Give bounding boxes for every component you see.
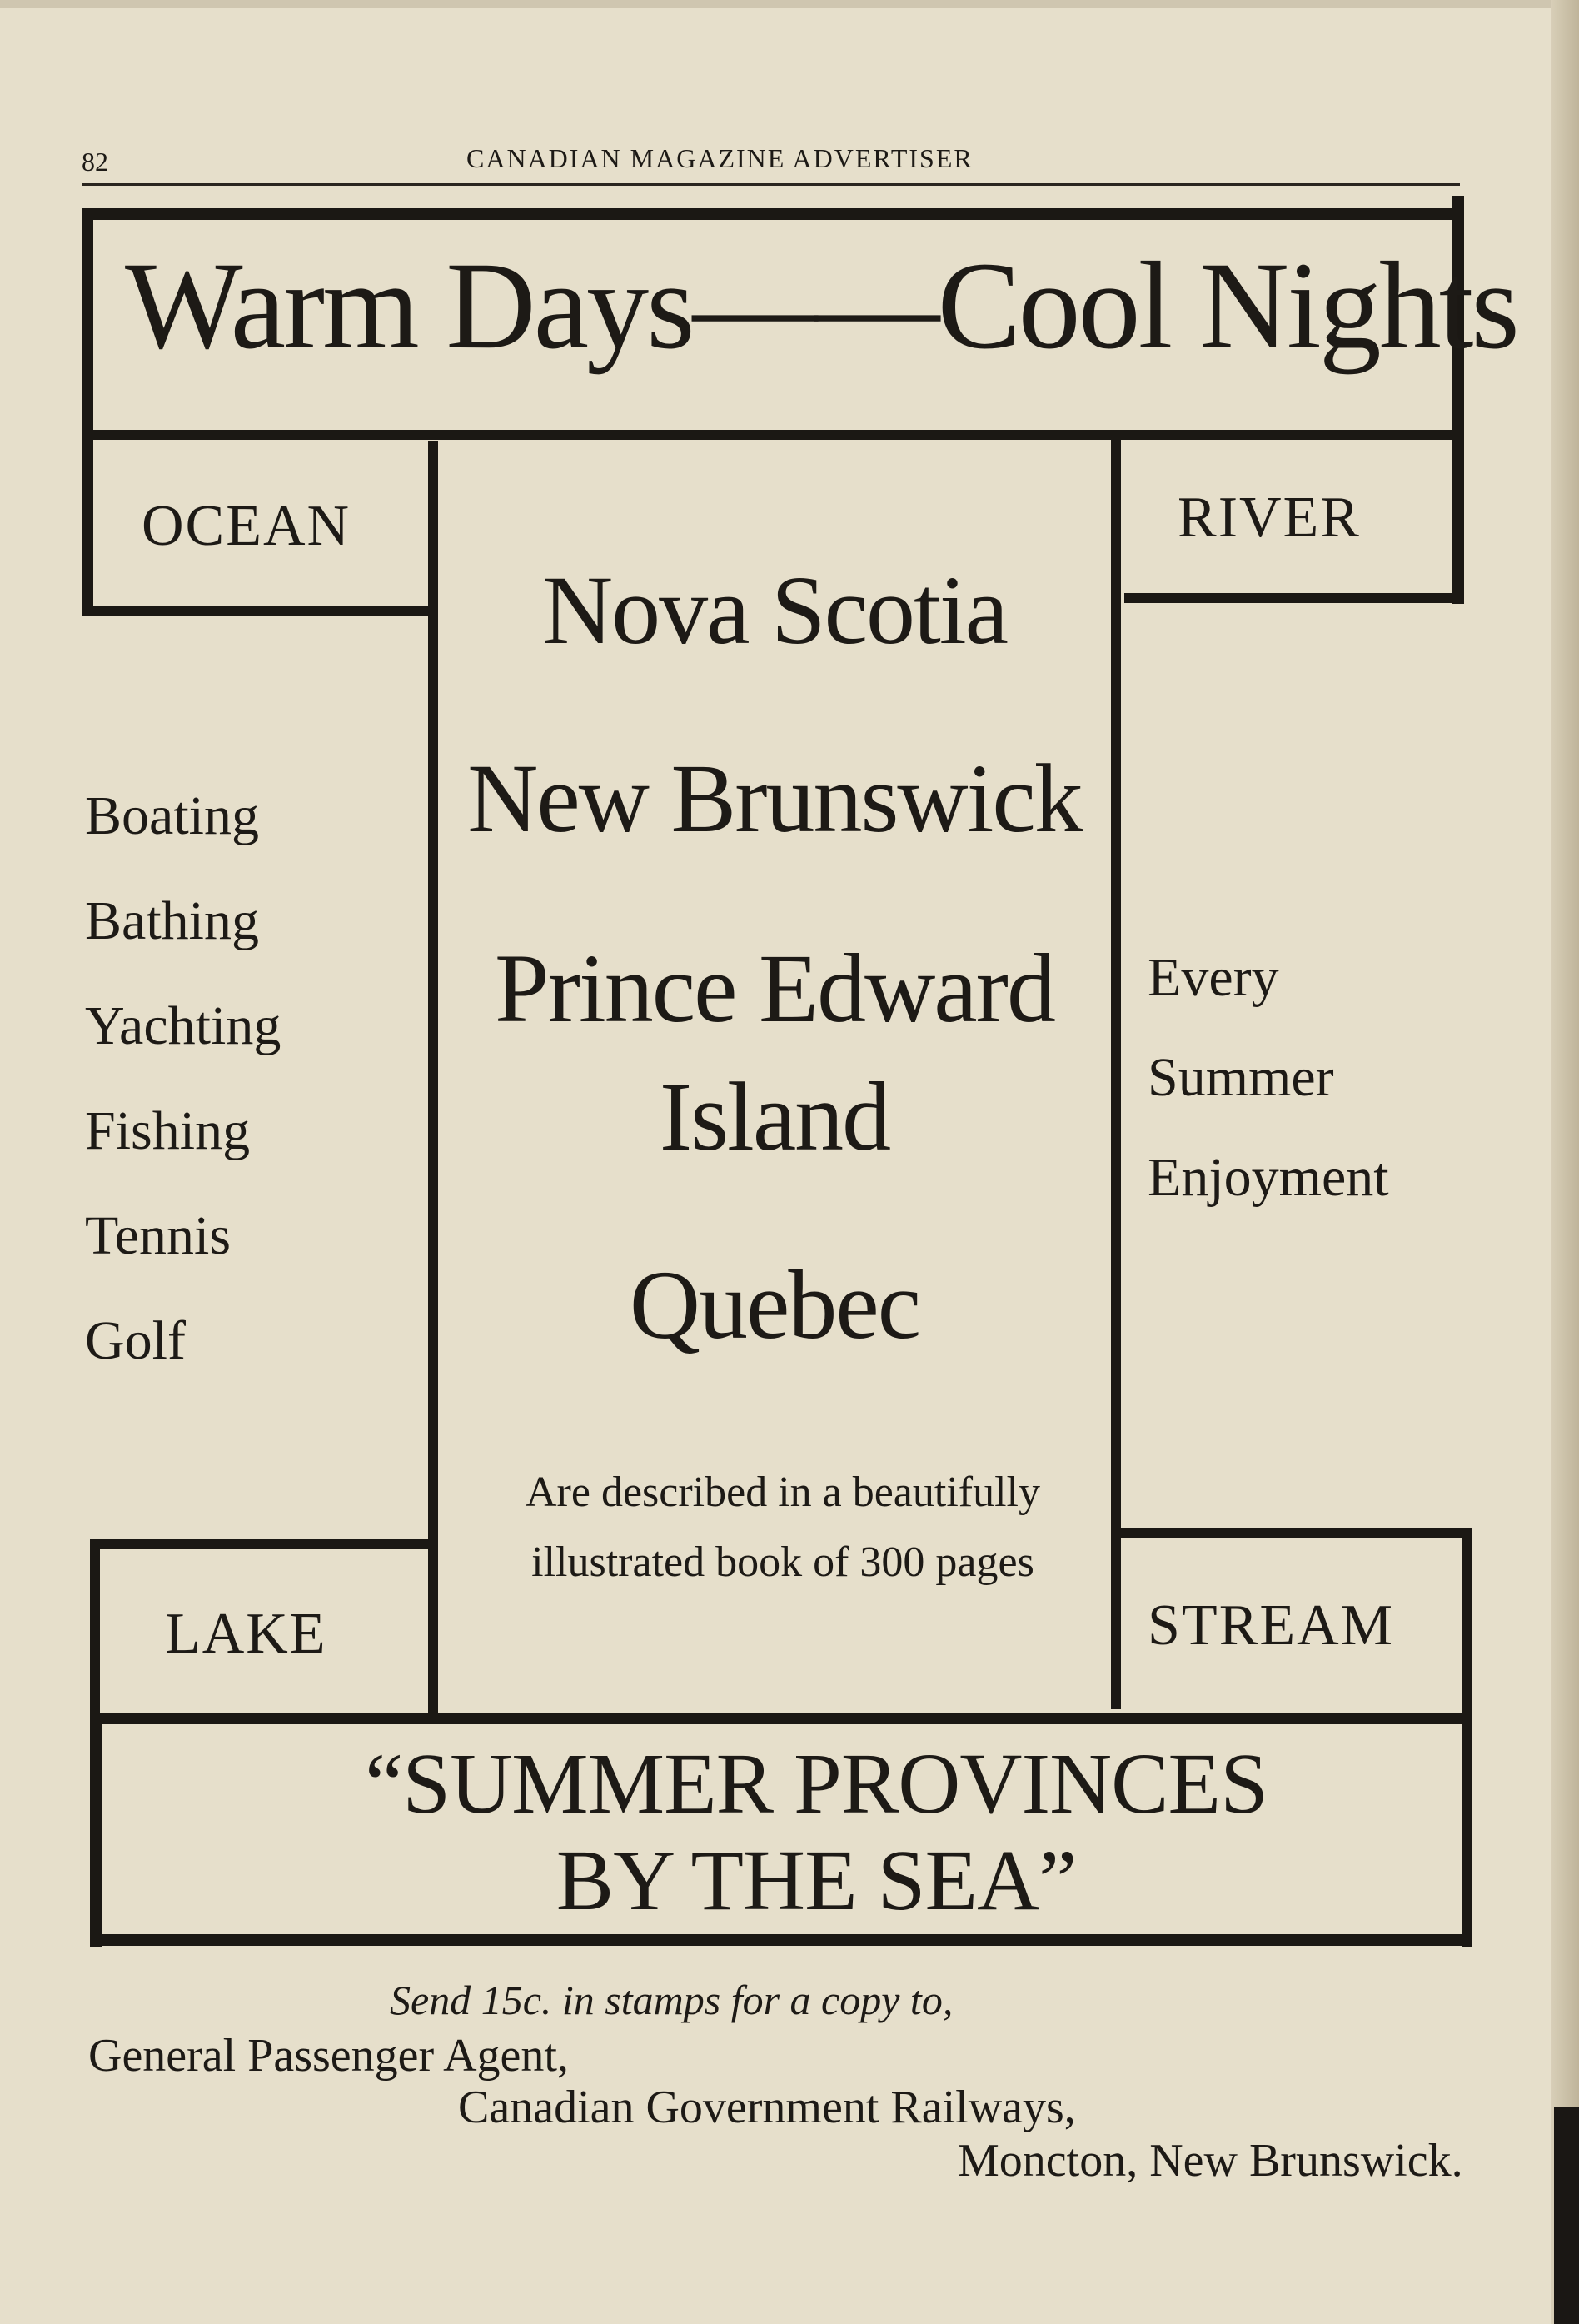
running-title: CANADIAN MAGAZINE ADVERTISER bbox=[466, 143, 974, 173]
province-new-brunswick: New Brunswick bbox=[467, 744, 1082, 853]
frame-top bbox=[82, 208, 1464, 220]
corner-label-ocean: OCEAN bbox=[142, 494, 351, 558]
lake-box-top bbox=[90, 1539, 438, 1549]
book-title-box-right bbox=[1462, 1713, 1472, 1947]
book-title-line: “SUMMER PROVINCES bbox=[365, 1736, 1268, 1832]
address-line-railways: Canadian Government Railways, bbox=[458, 2082, 1076, 2133]
stream-box-top bbox=[1121, 1528, 1469, 1538]
page-edge-shadow bbox=[1551, 0, 1579, 2324]
corner-label-stream: STREAM bbox=[1148, 1593, 1394, 1658]
headline-bottom-rule bbox=[90, 430, 1460, 440]
book-title-box-left bbox=[92, 1713, 102, 1947]
activity-item: Tennis bbox=[85, 1205, 232, 1266]
address-line-agent: General Passenger Agent, bbox=[88, 2030, 569, 2082]
page-corner-shadow bbox=[1554, 2107, 1579, 2324]
header-rule bbox=[82, 183, 1460, 186]
address-line-city: Moncton, New Brunswick. bbox=[958, 2135, 1463, 2187]
description-line: illustrated book of 300 pages bbox=[531, 1539, 1034, 1586]
offer-text: Send 15c. in stamps for a copy to, bbox=[390, 1977, 954, 2023]
enjoyment-line: Every bbox=[1148, 947, 1279, 1008]
book-title-line: BY THE SEA” bbox=[555, 1833, 1077, 1928]
description-line: Are described in a beautifully bbox=[526, 1469, 1040, 1516]
enjoyment-line: Enjoyment bbox=[1148, 1147, 1389, 1208]
province-quebec: Quebec bbox=[629, 1250, 920, 1359]
book-title-box-top bbox=[98, 1713, 1471, 1724]
province-prince-edward: Prince Edward bbox=[495, 934, 1054, 1043]
enjoyment-line: Summer bbox=[1148, 1047, 1334, 1108]
page-top-edge bbox=[0, 0, 1579, 8]
province-nova-scotia: Nova Scotia bbox=[541, 556, 1008, 665]
activity-item: Boating bbox=[85, 785, 259, 846]
corner-label-river: RIVER bbox=[1178, 486, 1361, 550]
river-box-bottom bbox=[1124, 593, 1464, 603]
ocean-box-bottom bbox=[82, 606, 431, 616]
page-number: 82 bbox=[82, 147, 108, 177]
book-title-box-bottom bbox=[92, 1934, 1472, 1946]
activity-item: Golf bbox=[85, 1310, 186, 1371]
activity-item: Bathing bbox=[85, 890, 259, 951]
frame-left-upper bbox=[82, 208, 93, 616]
province-island: Island bbox=[659, 1062, 890, 1171]
activity-item: Fishing bbox=[85, 1100, 251, 1161]
corner-label-lake: LAKE bbox=[165, 1602, 327, 1666]
activity-item: Yachting bbox=[85, 995, 281, 1056]
headline: Warm Days——Cool Nights bbox=[125, 237, 1517, 375]
